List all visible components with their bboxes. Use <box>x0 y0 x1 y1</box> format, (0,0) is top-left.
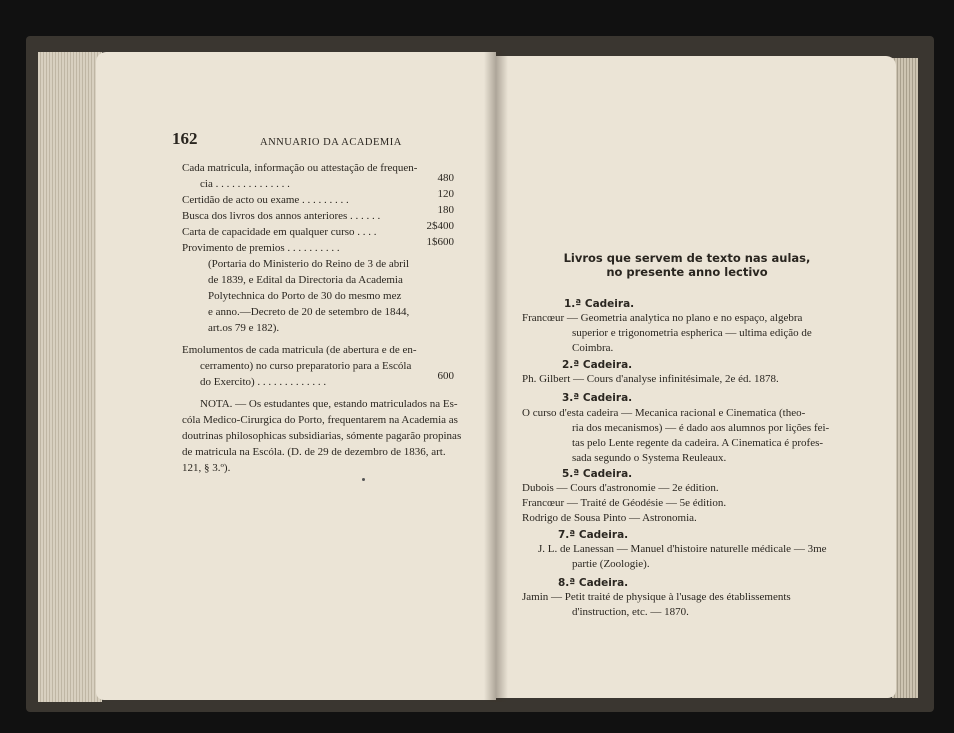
section-heading: Livros que servem de texto nas aulas, <box>563 251 811 265</box>
book-entry-line: Francœur — Geometria analytica no plano e no espaço, algebra <box>522 312 803 324</box>
ink-mark <box>362 478 365 481</box>
running-header: ANNUARIO DA ACADEMIA <box>260 137 402 148</box>
page-number: 162 <box>172 129 198 148</box>
book-entry-line: O curso d'esta cadeira — Mecanica racional e Cinematica (theo- <box>522 407 806 419</box>
fee-row-value: 120 <box>437 188 454 200</box>
book-entry-line: ria dos mecanismos) — é dado aos alumnos por lições fei- <box>572 422 830 434</box>
section-heading: no presente anno lectivo <box>606 265 768 279</box>
portaria-line: de 1839, e Edital da Directoria da Academia <box>208 274 403 286</box>
fee-row-value: 2$400 <box>426 220 454 232</box>
cadeira-title: 5.ª Cadeira. <box>562 468 633 480</box>
fee-row-label: cia . . . . . . . . . . . . . . <box>200 178 290 190</box>
book-entry-line: sada segundo o Systema Reuleaux. <box>572 452 727 464</box>
fee-row-label: Provimento de premios . . . . . . . . . . <box>182 242 340 254</box>
book-entry-line: Ph. Gilbert — Cours d'analyse infinitésimale, 2e éd. 1878. <box>522 373 779 385</box>
book-entry-line: partie (Zoologie). <box>572 558 650 570</box>
fee-row-value: 480 <box>437 172 454 184</box>
fee-row-label: Busca dos livros dos annos anteriores . . . . . . <box>182 210 381 222</box>
nota-line: cóla Medico-Cirurgica do Porto, frequentarem na Academia as <box>182 414 458 426</box>
book-entry-line: Coimbra. <box>572 342 614 354</box>
book-entry-line: tas pelo Lente regente da cadeira. A Cinematica é profes- <box>572 437 824 449</box>
book-entry-line: superior e trigonometria espherica — ultima edição de <box>572 327 812 339</box>
book-entry-line: Francœur — Traité de Géodésie — 5e édition. <box>522 497 727 509</box>
fee-row-label: Carta de capacidade em qualquer curso . . . . <box>182 226 377 238</box>
portaria-line: Polytechnica do Porto de 30 do mesmo mez <box>208 290 402 302</box>
left-page <box>96 52 496 700</box>
fee-row-label: Cada matricula, informação ou attestação de frequen- <box>182 162 418 174</box>
cadeira-title: 8.ª Cadeira. <box>558 577 629 589</box>
portaria-line: art.os 79 e 182). <box>208 322 280 334</box>
book-entry-line: Dubois — Cours d'astronomie — 2e édition. <box>522 482 719 494</box>
page-edges-left <box>38 52 102 702</box>
book-entry-line: Rodrigo de Sousa Pinto — Astronomia. <box>522 512 697 524</box>
emolumentos-line: Emolumentos de cada matricula (de abertura e de en- <box>182 344 417 356</box>
cadeira-title: 3.ª Cadeira. <box>562 392 633 404</box>
cadeira-title: 2.ª Cadeira. <box>562 359 633 371</box>
fee-row-label: Certidão de acto ou exame . . . . . . . . . <box>182 194 349 206</box>
book-entry-line: Jamin — Petit traité de physique à l'usage des établissements <box>522 591 791 603</box>
book-entry-line: d'instruction, etc. — 1870. <box>572 606 689 618</box>
portaria-line: e anno.—Decreto de 20 de setembro de 1844, <box>208 306 410 318</box>
emolumentos-line: do Exercito) . . . . . . . . . . . . . <box>200 376 327 388</box>
book-gutter <box>484 50 508 702</box>
right-page <box>496 56 896 698</box>
emolumentos-value: 600 <box>437 370 454 382</box>
emolumentos-line: cerramento) no curso preparatorio para a Escóla <box>200 360 412 372</box>
fee-row-value: 1$600 <box>426 236 454 248</box>
fee-row-value: 180 <box>437 204 454 216</box>
portaria-line: (Portaria do Ministerio do Reino de 3 de abril <box>208 258 410 270</box>
cadeira-title: 7.ª Cadeira. <box>558 529 629 541</box>
book-entry-line: J. L. de Lanessan — Manuel d'histoire naturelle médicale — 3me <box>538 543 827 555</box>
nota-line: NOTA. — Os estudantes que, estando matriculados na Es- <box>200 398 458 410</box>
nota-line: de matricula na Escóla. (D. de 29 de dezembro de 1836, art. <box>182 446 446 458</box>
cadeira-title: 1.ª Cadeira. <box>564 298 635 310</box>
nota-line: doutrinas philosophicas subsidiarias, sómente pagarão propinas <box>182 430 462 442</box>
nota-line: 121, § 3.º). <box>182 462 231 474</box>
